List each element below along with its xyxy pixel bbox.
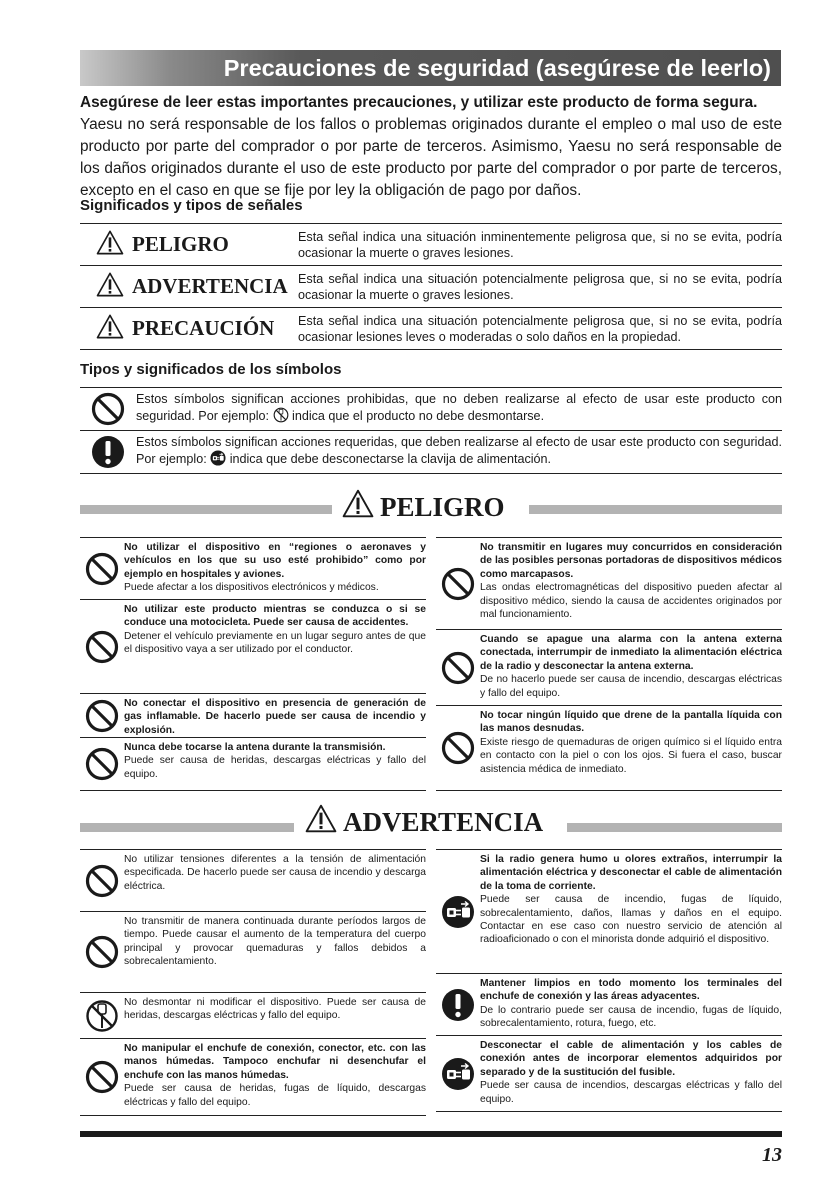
advertencia-left-column	[80, 849, 426, 1116]
prohibited-icon	[436, 709, 480, 787]
page-title: Precauciones de seguridad (asegúrese de leerlo)	[223, 55, 771, 81]
prohibited-icon	[436, 541, 480, 626]
precaution-bold-text: Mantener limpios en todo momento los terminales del enchufe de conexión y las áreas adyacentes.	[480, 978, 782, 1003]
symbol-text-pre: Estos símbolos significan acciones requeridas, que deben realizarse al efecto de usar este producto con seguridad. Por ejemplo:	[136, 435, 782, 466]
precaution-text: De no hacerlo puede ser causa de incendio, descargas eléctricas y fallo del equipo.	[480, 674, 782, 699]
precaution-text: Puede afectar a los dispositivos electrónicos y médicos.	[124, 582, 379, 594]
peligro-title-text: PELIGRO	[380, 491, 505, 522]
precaution-bold-text: Desconectar el cable de alimentación y los cables de conexión antes de incorporar elementos adquiridos por separado y de la sustitución del fusible.	[480, 1040, 782, 1078]
prohibited-icon	[80, 1042, 124, 1112]
advertencia-title-text: ADVERTENCIA	[343, 806, 544, 837]
prohibited-icon	[80, 853, 124, 908]
mandatory-icon	[436, 977, 480, 1032]
precaution-item	[80, 694, 426, 738]
precaution-item	[80, 912, 426, 993]
prohibited-icon	[80, 741, 124, 787]
footer-rule	[80, 1131, 782, 1137]
precaution-item	[80, 850, 426, 912]
symbol-row	[80, 388, 782, 431]
signal-name-cell	[80, 230, 298, 260]
symbol-description	[136, 391, 782, 427]
precaution-bold-text: Si la radio genera humo u olores extraños, interrumpir la alimentación eléctrica y desconectar el cable de alimentación de la toma de corriente.	[480, 854, 782, 892]
precaution-item	[436, 850, 782, 974]
precaution-bold-text: No utilizar el dispositivo en “regiones o aeronaves y vehículos en los que su uso esté prohibido” como por ejemplo en hospitales y aviones.	[124, 542, 426, 580]
precaution-item	[436, 538, 782, 630]
precaution-item	[436, 706, 782, 791]
symbol-text-post: indica que el producto no debe desmontarse.	[292, 409, 545, 423]
prohibited-icon	[80, 915, 124, 989]
symbol-text-post: indica que debe desconectarse la clavija de alimentación.	[229, 452, 552, 466]
precaution-item	[436, 974, 782, 1036]
advertencia-bar-left	[80, 823, 294, 832]
precaution-text: Las ondas electromagnéticas del dispositivo pueden afectar al dispositivo médico, siendo la causa de accidentes originados por mal funcionamiento.	[480, 582, 782, 621]
precaution-bold-text: Cuando se apague una alarma con la antena externa conectada, interrumpir de inmediato la alimentación eléctrica de la radio y desconectar la antena externa.	[480, 634, 782, 672]
peligro-section-title	[342, 491, 505, 523]
symbol-row	[80, 431, 782, 474]
precaution-text: Existe riesgo de quemaduras de origen químico si el líquido entra en contacto con la piel o con los ojos. Si fuera el caso, buscar asistencia médica de inmediato.	[480, 736, 782, 775]
no-disassemble-icon	[273, 407, 289, 427]
signals-heading: Significados y tipos de señales	[80, 197, 303, 214]
prohibited-icon	[436, 633, 480, 702]
precaution-bold-text: No conectar el dispositivo en presencia de generación de gas inflamable. De hacerlo puede ser causa de incendio y explosión.	[124, 698, 426, 736]
unplug-icon	[210, 450, 226, 470]
unplug-icon	[436, 853, 480, 970]
precaution-item	[80, 600, 426, 694]
prohibited-icon	[80, 541, 124, 596]
peligro-right-column	[436, 537, 782, 791]
precaution-item	[436, 1036, 782, 1112]
warning-triangle-icon	[80, 314, 132, 344]
prohibited-icon	[80, 697, 124, 734]
no-disassemble-icon	[80, 996, 124, 1035]
precaution-text: No utilizar tensiones diferentes a la tensión de alimentación especificada. De hacerlo puede ser causa de incendio y descarga eléctrica.	[124, 854, 426, 892]
symbols-heading: Tipos y significados de los símbolos	[80, 361, 342, 378]
signal-name: ADVERTENCIA	[132, 274, 288, 298]
precaution-text: Puede ser causa de incendios, descargas eléctricas y fallo del equipo.	[480, 1080, 782, 1105]
precaution-item	[80, 538, 426, 600]
unplug-icon	[436, 1039, 480, 1108]
precaution-bold-text: No manipular el enchufe de conexión, conector, etc. con las manos húmedas. Tampoco enchufar ni desenchufar el enchufe con las manos húmedas.	[124, 1043, 426, 1081]
symbol-description	[136, 434, 782, 470]
warning-triangle-icon	[80, 272, 132, 302]
mandatory-icon	[80, 435, 136, 469]
precaution-text: Puede ser causa de heridas, descargas eléctricas y fallo del equipo.	[124, 755, 426, 780]
precaution-text: De lo contrario puede ser causa de incendio, fugas de líquido, sobrecalentamiento, rotura, fuego, etc.	[480, 1004, 782, 1030]
signal-row	[80, 266, 782, 308]
advertencia-right-column	[436, 849, 782, 1112]
signal-description: Esta señal indica una situación potencialmente peligrosa que, si no se evita, podría ocasionar la muerte o graves lesiones.	[298, 271, 782, 302]
precaution-item	[80, 1039, 426, 1116]
intro-paragraph	[80, 92, 782, 202]
symbols-table	[80, 387, 782, 474]
precaution-text: Detener el vehículo previamente en un lugar seguro antes de que el dispositivo vaya a ser utilizado por el conductor.	[124, 630, 426, 656]
intro-body: Yaesu no será responsable de los fallos o problemas originados durante el empleo o mal uso de este producto por parte del comprador o por parte de terceros. Asimismo, Yaesu no será responsable de los daños originados durante el uso de este producto por parte del comprador o por parte de terceros, excepto en el caso en que se fije por ley la obligación de pago por daños.	[80, 116, 782, 199]
precaution-text: No transmitir de manera continuada durante períodos largos de tiempo. Puede causar el aumento de la temperatura del cuerpo principal y provocar quemaduras y fallos debidos a sobrecalentamiento.	[124, 916, 426, 968]
signals-table	[80, 223, 782, 350]
signal-row	[80, 224, 782, 266]
precaution-bold-text: Nunca debe tocarse la antena durante la transmisión.	[124, 742, 386, 753]
precaution-item	[80, 738, 426, 791]
advertencia-section-title	[305, 806, 543, 838]
precaution-bold-text: No tocar ningún líquido que drene de la pantalla líquida con las manos desnudas.	[480, 710, 782, 735]
warning-triangle-icon	[80, 230, 132, 260]
precaution-bold-text: No utilizar este producto mientras se conduzca o si se conduce una motocicleta. Puede ser causa de accidentes.	[124, 604, 426, 629]
signal-description: Esta señal indica una situación inminentemente peligrosa que, si no se evita, podría ocasionar la muerte o graves lesiones.	[298, 229, 782, 260]
peligro-bar-right	[529, 505, 782, 514]
signal-name-cell	[80, 314, 298, 344]
signal-description: Esta señal indica una situación potencialmente peligrosa que, si no se evita, podría ocasionar lesiones leves o moderadas o solo daños en la propiedad.	[298, 313, 782, 344]
peligro-bar-left	[80, 505, 332, 514]
precaution-item	[80, 993, 426, 1039]
prohibited-icon	[80, 392, 136, 426]
warning-triangle-icon	[342, 489, 380, 525]
page-number: 13	[762, 1144, 782, 1166]
symbol-text-pre: Estos símbolos significan acciones prohibidas, que no deben realizarse al efecto de usar este producto con seguridad. Por ejemplo:	[136, 392, 782, 423]
intro-bold: Asegúrese de leer estas importantes precauciones, y utilizar este producto de forma segura.	[80, 94, 758, 111]
signal-name: PRECAUCIÓN	[132, 316, 275, 340]
precaution-bold-text: No transmitir en lugares muy concurridos en consideración de las posibles personas portadoras de dispositivos médicos como marcapasos.	[480, 542, 782, 580]
signal-row	[80, 308, 782, 350]
signal-name-cell	[80, 272, 298, 302]
prohibited-icon	[80, 603, 124, 690]
precaution-text: No desmontar ni modificar el dispositivo. Puede ser causa de heridas, descargas eléctricas y fallo del equipo.	[124, 997, 426, 1022]
warning-triangle-icon	[305, 804, 343, 840]
signal-name: PELIGRO	[132, 232, 229, 256]
page-title-banner	[80, 50, 781, 86]
precaution-text: Puede ser causa de incendio, fugas de líquido, sobrecalentamiento, daños, llamas y daños en el equipo. Contactar en ese caso con nuestro servicio de atención al radioaficionado o con el minorista donde adquirió el dispositivo.	[480, 894, 782, 946]
precaution-item	[436, 630, 782, 706]
advertencia-bar-right	[567, 823, 782, 832]
peligro-left-column	[80, 537, 426, 791]
precaution-text: Puede ser causa de heridas, fugas de líquido, descargas eléctricas y fallo del equipo.	[124, 1083, 426, 1108]
